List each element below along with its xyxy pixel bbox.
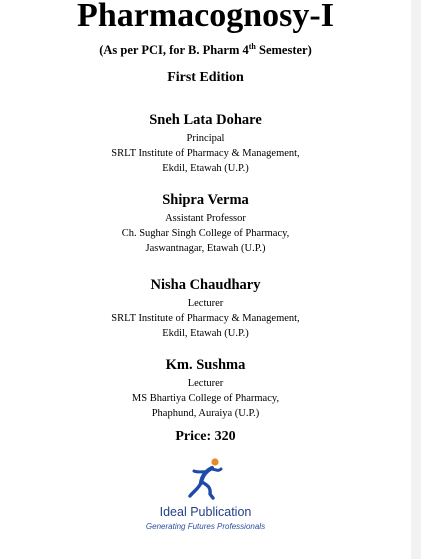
subtitle-text-before: (As per PCI, for B. Pharm 4 (99, 43, 249, 57)
running-figure-icon (187, 456, 225, 502)
author-name: Km. Sushma (165, 357, 246, 373)
author-location: Ekdil, Etawah (U.P.) (162, 328, 249, 339)
subtitle-superscript: th (248, 41, 256, 51)
author-block (0, 111, 411, 176)
subtitle-text-after: Semester) (255, 43, 312, 57)
author-block (0, 356, 411, 421)
author-institution: SRLT Institute of Pharmacy & Management, (111, 313, 300, 324)
author-name: Shipra Verma (162, 192, 249, 208)
author-role: Lecturer (187, 378, 224, 389)
author-role: Principal (186, 133, 225, 144)
publisher-logo (0, 456, 411, 536)
edition-label: First Edition (167, 70, 244, 85)
author-institution: MS Bhartiya College of Pharmacy, (131, 393, 280, 404)
author-institution: SRLT Institute of Pharmacy & Management, (111, 148, 300, 159)
author-location: Ekdil, Etawah (U.P.) (162, 163, 249, 174)
publisher-name: Ideal Publication (159, 505, 252, 519)
author-name: Sneh Lata Dohare (149, 112, 262, 128)
author-name: Nisha Chaudhary (150, 277, 261, 293)
author-location: Phaphund, Auraiya (U.P.) (151, 408, 260, 419)
book-subtitle (0, 42, 411, 58)
publisher-tagline: Generating Futures Professionals (145, 522, 266, 531)
page-edge (411, 0, 421, 559)
author-institution: Ch. Sughar Singh College of Pharmacy, (121, 228, 290, 239)
author-block (0, 191, 411, 256)
author-role: Assistant Professor (165, 213, 246, 224)
book-title: Pharmacognosy-I (77, 0, 334, 34)
author-role: Lecturer (187, 298, 224, 309)
author-location: Jaswantnagar, Etawah (U.P.) (145, 243, 266, 254)
author-block (0, 276, 411, 341)
price-label: Price: 320 (175, 429, 236, 444)
